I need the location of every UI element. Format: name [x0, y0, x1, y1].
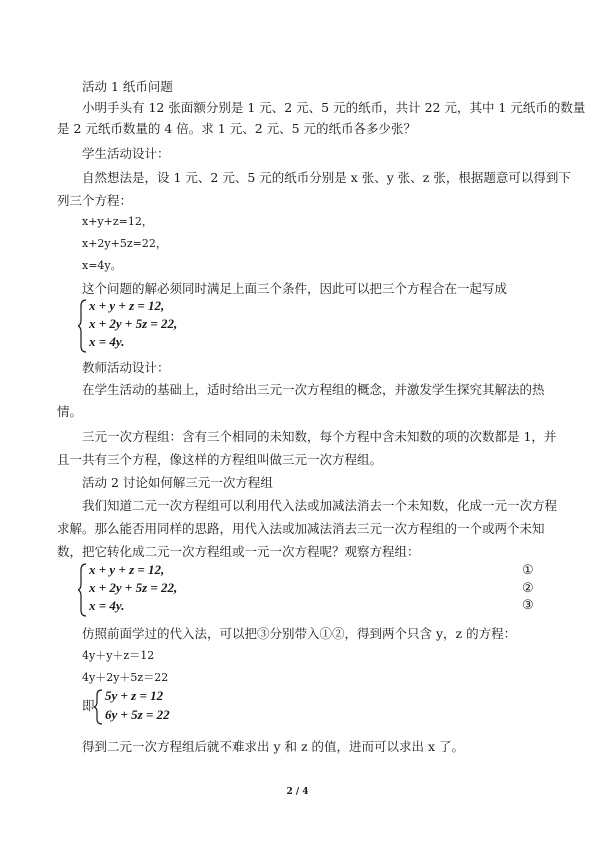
activity2-title: 活动 2 讨论如何解三元一次方程组 [82, 475, 273, 490]
equation-system-3 [94, 688, 214, 726]
derived-equation-b: 4y＋2y＋5z＝22 [82, 671, 169, 684]
equation-system-1 [78, 298, 278, 354]
conclusion-sentence: 得到二元一次方程组后就不难求出 y 和 z 的值，进而可以求出 x 了。 [82, 739, 465, 754]
system1-eq-1: x + y + z = 12, [89, 298, 165, 313]
teacher-line-2: 情。 [57, 404, 83, 419]
activity2-line-2: 求解。那么能否用同样的思路，用代入法或加减法消去三元一次方程组的一个或两个未知 [57, 521, 545, 536]
teacher-activity-heading: 教师活动设计： [82, 360, 170, 375]
idea-line-1: 自然想法是，设 1 元、2 元、5 元的纸币分别是 x 张、y 张、z 张，根据题意可以得到下 [82, 170, 571, 185]
problem-line-1: 小明手头有 12 张面额分别是 1 元、2 元、5 元的纸币，共计 22 元，其中 1 元纸币的数量 [82, 100, 586, 115]
idea-line-2: 列三个方程： [57, 193, 133, 208]
system2-eq-2: x + 2y + 5z = 22, [89, 580, 178, 595]
definition-line-2: 且一共有三个方程，像这样的方程组叫做三元一次方程组。 [57, 452, 383, 467]
system2-eq-1: x + y + z = 12, [89, 562, 165, 577]
problem-line-2: 是 2 元纸币数量的 4 倍。求 1 元、2 元、5 元的纸币各多少张？ [57, 121, 417, 136]
left-brace-icon [94, 688, 104, 726]
system2-eq-3: x = 4y. [89, 598, 125, 613]
circled-three-marker: ③ [522, 598, 534, 613]
left-brace-icon [78, 562, 88, 618]
equation-2: x+2y+5z=22， [82, 237, 167, 250]
system3-eq-1: 5y + z = 12 [105, 688, 164, 703]
combine-sentence: 这个问题的解必须同时满足上面三个条件，因此可以把三个方程合在一起写成 [82, 281, 508, 296]
teacher-line-1: 在学生活动的基础上，适时给出三元一次方程组的概念，并激发学生探究其解法的热 [82, 382, 545, 397]
student-activity-heading: 学生活动设计： [82, 146, 170, 161]
system1-eq-2: x + 2y + 5z = 22, [89, 316, 178, 331]
system3-eq-2: 6y + 5z = 22 [105, 707, 170, 722]
activity2-line-1: 我们知道二元一次方程组可以利用代入法或加减法消去一个未知数，化成一元一次方程 [82, 498, 558, 513]
activity1-title: 活动 1 纸币问题 [82, 79, 173, 94]
system1-eq-3: x = 4y. [89, 334, 125, 349]
derived-equation-a: 4y＋y＋z＝12 [82, 649, 155, 662]
equation-system-2 [78, 562, 298, 618]
equation-3: x=4y。 [82, 259, 122, 272]
circled-two-marker: ② [522, 581, 534, 596]
equation-1: x+y+z=12， [82, 215, 153, 228]
activity2-line-3: 数，把它转化成二元一次方程组或一元一次方程呢？观察方程组： [57, 544, 420, 559]
left-brace-icon [78, 298, 88, 354]
page-number: 2 / 4 [286, 787, 309, 797]
ji-label: 即 [82, 698, 95, 713]
definition-line-1: 三元一次方程组：含有三个相同的未知数，每个方程中含未知数的项的次数都是 1，并 [82, 429, 557, 444]
imitate-sentence: 仿照前面学过的代入法，可以把③分别带入①②，得到两个只含 y，z 的方程： [82, 626, 517, 641]
circled-one-marker: ① [522, 563, 534, 578]
